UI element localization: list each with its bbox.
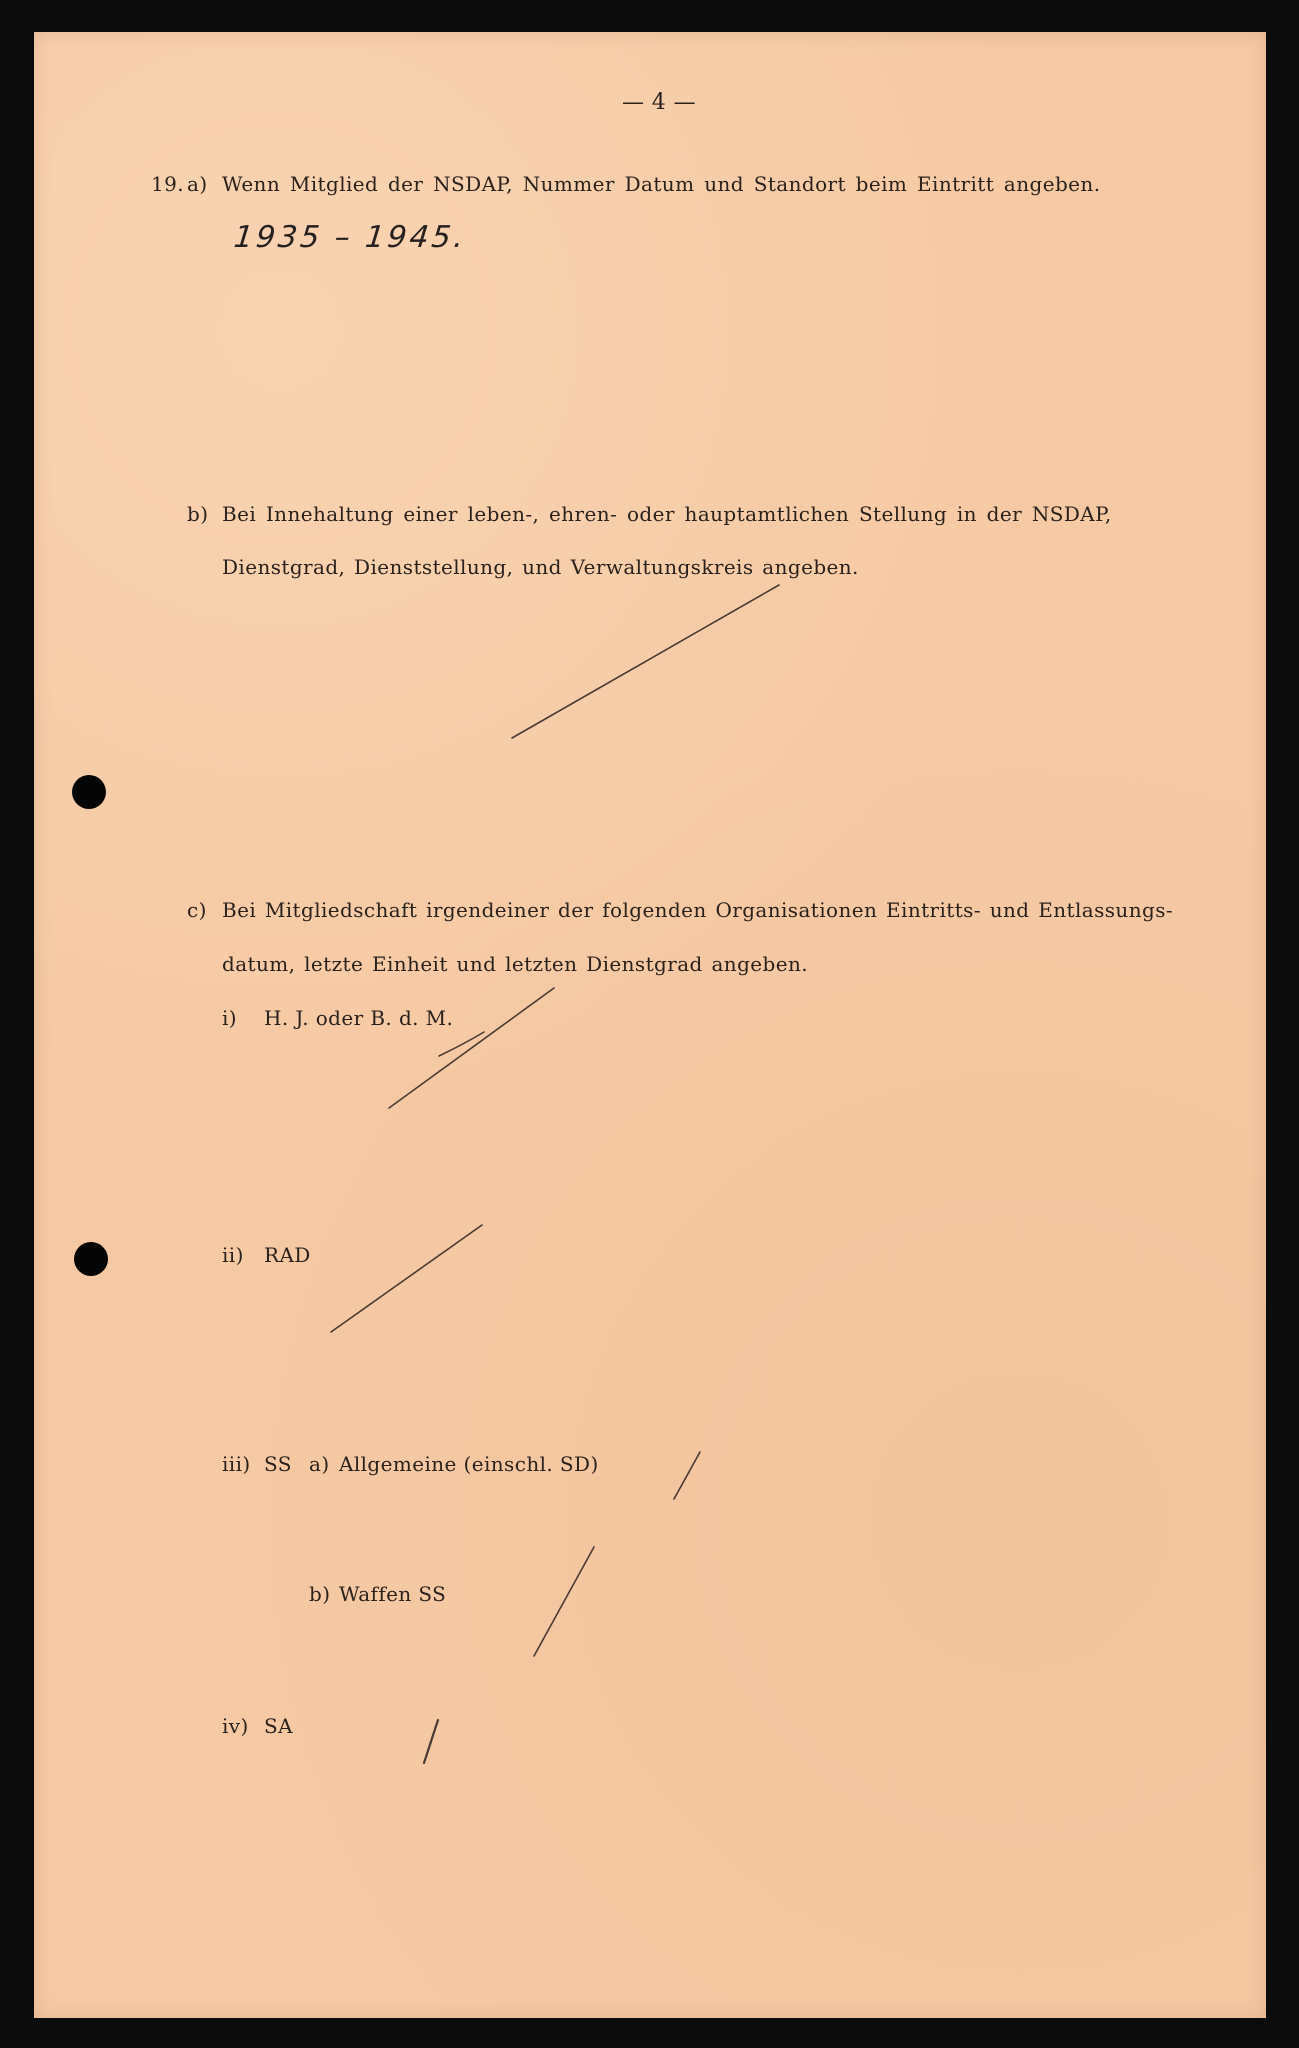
item-iv-text: SA <box>264 1714 293 1738</box>
punch-hole-upper <box>72 775 106 809</box>
punch-hole-lower <box>74 1242 108 1276</box>
strike-mark-b <box>512 585 779 738</box>
item-iii-b-label: b) <box>309 1582 331 1606</box>
pencil-strike-marks <box>34 32 1266 2018</box>
item-iii-a-label: a) <box>309 1452 330 1476</box>
strike-mark-iv <box>424 1720 438 1763</box>
handwritten-answer: 1935 – 1945. <box>232 220 469 255</box>
item-ii-text: RAD <box>264 1243 311 1267</box>
question-c-line1: Bei Mitgliedschaft irgendeiner der folgenden Organisationen Eintritts- und Entlassungs- <box>222 898 1174 922</box>
question-b-line2: Dienstgrad, Dienststellung, und Verwaltungskreis angeben. <box>222 555 859 579</box>
item-i-label: i) <box>222 1006 237 1030</box>
item-i-text: H. J. oder B. d. M. <box>264 1006 454 1030</box>
strike-mark-iii-b <box>534 1547 594 1656</box>
question-c-label: c) <box>187 898 207 922</box>
question-c-line2: datum, letzte Einheit und letzten Dienstgrad angeben. <box>222 952 809 976</box>
page-number: — 4 — <box>622 90 696 115</box>
item-iii-text: SS <box>264 1452 292 1476</box>
question-a-text: Wenn Mitglied der NSDAP, Nummer Datum und Standort beim Eintritt angeben. <box>222 172 1101 196</box>
form-page <box>34 32 1266 2018</box>
question-b-label: b) <box>187 502 209 526</box>
strike-mark-ii <box>331 1225 482 1332</box>
item-iii-b-text: Waffen SS <box>339 1582 447 1606</box>
strike-mark-i <box>389 988 554 1108</box>
question-number: 19. <box>151 172 185 196</box>
item-iv-label: iv) <box>222 1714 249 1738</box>
item-iii-a-text: Allgemeine (einschl. SD) <box>339 1452 599 1476</box>
question-b-line1: Bei Innehaltung einer leben-, ehren- oder hauptamtlichen Stellung in der NSDAP, <box>222 502 1112 526</box>
item-ii-label: ii) <box>222 1243 244 1267</box>
question-a-label: a) <box>187 172 208 196</box>
item-iii-label: iii) <box>222 1452 251 1476</box>
strike-mark-iii-a <box>674 1452 700 1499</box>
